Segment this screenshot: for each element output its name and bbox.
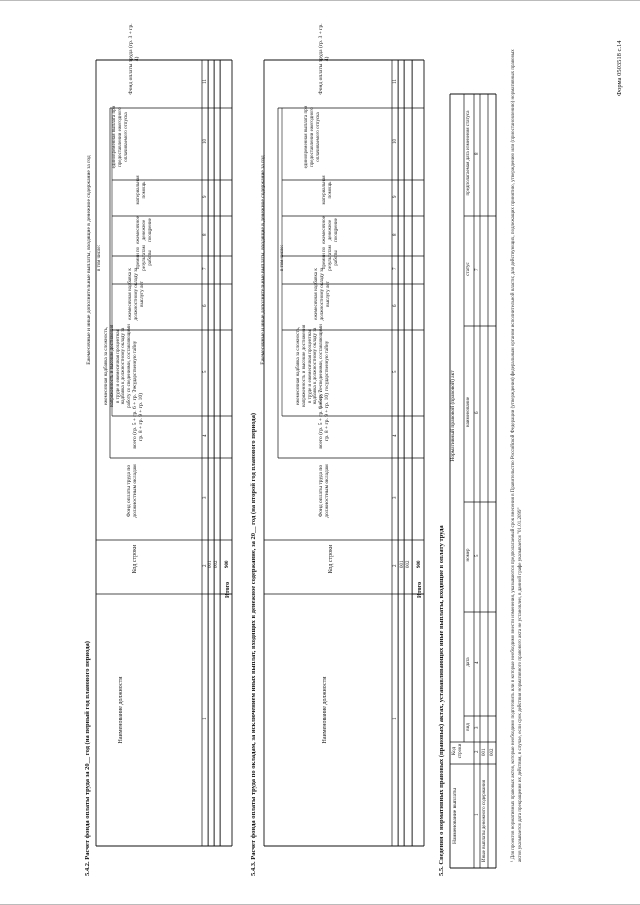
head-543-group: Ежемесячные и иные дополнительные выплаты, входящие в денежное содержание за год bbox=[260, 155, 266, 365]
column-number-542: 1 bbox=[203, 717, 208, 720]
head-542-c8: ежемесячное денежное поощрение bbox=[136, 216, 153, 244]
column-number-55: 6 bbox=[475, 411, 480, 414]
head-55-kind: вид bbox=[466, 723, 471, 731]
head-543-c8: ежемесячное денежное поощрение bbox=[322, 216, 339, 244]
head-55-code: Код строки bbox=[452, 743, 463, 759]
column-number-543: 5 bbox=[393, 370, 398, 373]
head-543-c5: ежемесячная надбавка за сложность, напряженность и высокие достижения в труде и ежемесячная процентная надбавка к должностному окладу за работу со сведениями, составляющими государственную тайну bbox=[296, 324, 330, 408]
head-55-status-date: предполагаемая дата изменения статуса bbox=[466, 110, 471, 196]
total-label-542: Итого bbox=[225, 581, 231, 598]
column-number-542: 9 bbox=[203, 195, 208, 198]
column-number-543: 8 bbox=[393, 233, 398, 236]
row-code-542-001: 001 bbox=[208, 560, 213, 568]
total-code-543: 900 bbox=[417, 560, 422, 568]
head-542-c9: материальная помощь bbox=[136, 175, 147, 205]
column-number-543: 2 bbox=[393, 564, 398, 567]
head-55-act: Нормативный правовой (правовой) акт bbox=[450, 370, 456, 462]
column-number-543: 1 bbox=[393, 717, 398, 720]
head-542-code: Код строки bbox=[132, 544, 138, 574]
head-543-fund-salary: Фонд оплаты труда по должностным окладам bbox=[318, 464, 331, 518]
head-543-total: всего (гр. 5 + гр. 6 + гр. 7 + гр. 8 + гр. 9 + гр. 10) bbox=[318, 385, 331, 449]
head-543-c9: материальная помощь bbox=[322, 175, 333, 205]
row-code-542-002: 002 bbox=[214, 560, 219, 568]
column-number-55: 4 bbox=[475, 661, 480, 664]
head-542-including: в том числе: bbox=[97, 244, 102, 272]
column-number-542: 11 bbox=[203, 79, 208, 84]
head-542-c6: ежемесячная надбавка к должностному окладу за выслугу лет bbox=[128, 267, 145, 321]
section-title-543: 5.4.3. Расчет фонда оплаты труда по окладам, за исключением иных выплат, входящих в денежное содержание, за 20__ год (на второй год планового периода) bbox=[250, 412, 257, 876]
column-number-542: 3 bbox=[203, 496, 208, 499]
column-number-543: 11 bbox=[393, 79, 398, 84]
column-number-543: 10 bbox=[393, 139, 398, 144]
head-542-name: Наименование должности bbox=[118, 676, 124, 744]
column-number-542: 5 bbox=[203, 370, 208, 373]
column-number-542: 8 bbox=[203, 233, 208, 236]
head-542-group: Ежемесячные и иные дополнительные выплаты, входящие в денежное содержание за год bbox=[86, 155, 92, 365]
column-number-55: 3 bbox=[475, 726, 480, 729]
head-55-payment-name: Наименование выплаты bbox=[452, 787, 458, 845]
row-code-543-002: 002 bbox=[406, 560, 411, 568]
head-543-c10: единовременная выплата при предоставлении ежегодного оплачиваемого отпуска bbox=[304, 105, 321, 169]
column-number-542: 4 bbox=[203, 434, 208, 437]
row-code-55-001: 001 bbox=[482, 748, 487, 756]
column-number-55: 1 bbox=[475, 813, 480, 816]
column-number-542: 7 bbox=[203, 267, 208, 270]
form-label: Форма 0503518 с.14 bbox=[616, 40, 623, 96]
column-number-543: 7 bbox=[393, 267, 398, 270]
column-number-55: 2 bbox=[475, 750, 480, 753]
head-542-total: всего (гр. 5 + гр. 6 + гр. 7 + гр. 8 + гр. 9 + гр. 10) bbox=[132, 385, 145, 449]
column-number-542: 2 bbox=[203, 564, 208, 567]
row-code-543-001: 001 bbox=[400, 560, 405, 568]
column-number-543: 3 bbox=[393, 496, 398, 499]
head-542-fund-total: Фонд оплаты труда (гр. 3 + гр. 4) bbox=[128, 23, 141, 95]
head-542-c5: ежемесячная надбавка за сложность, напряженность и высокие достижения в труде и ежемесячная процентная надбавка к должностному окладу за работу со сведениями, составляющими государственную тайну bbox=[104, 324, 138, 408]
head-55-date: дата bbox=[466, 657, 471, 667]
head-55-act-name: наименование bbox=[466, 396, 471, 428]
total-label-543: Итого bbox=[417, 581, 423, 598]
column-number-542: 10 bbox=[203, 139, 208, 144]
column-number-55: 5 bbox=[475, 554, 480, 557]
column-number-543: 9 bbox=[393, 195, 398, 198]
scan-edge-top bbox=[0, 0, 640, 1]
column-number-543: 6 bbox=[393, 304, 398, 307]
head-543-including: в том числе: bbox=[280, 244, 285, 272]
column-number-55: 8 bbox=[475, 152, 480, 155]
section-title-55: 5.5. Сведения о нормативных правовых (правовых) актах, устанавливающих иные выплаты, входящие в оплату труда bbox=[438, 525, 445, 876]
head-542-c10: единовременная выплата при предоставлении ежегодного оплачиваемого отпуска bbox=[112, 105, 129, 169]
head-543-c7: премии по результатам работы bbox=[322, 245, 339, 271]
row-code-55-002: 002 bbox=[490, 748, 495, 756]
row-name-55-001: Иные выплаты денежного содержания bbox=[482, 779, 487, 862]
column-number-55: 7 bbox=[475, 268, 480, 271]
head-543-name: Наименование должности bbox=[322, 676, 328, 744]
total-code-542: 900 bbox=[225, 560, 230, 568]
section-title-542: 5.4.2. Расчет фонда оплаты труда за 20__ год (на первый год планового периода) bbox=[84, 641, 91, 876]
head-543-code: Код строки bbox=[328, 544, 334, 574]
column-number-542: 6 bbox=[203, 304, 208, 307]
head-542-c7: премии по результатам работы bbox=[136, 245, 153, 271]
head-55-status: статус bbox=[466, 262, 471, 276]
head-543-c6: ежемесячная надбавка к должностному окладу за выслугу лет bbox=[314, 267, 331, 321]
column-number-543: 4 bbox=[393, 434, 398, 437]
head-55-number: номер bbox=[466, 548, 471, 562]
head-543-fund-total: Фонд оплаты труда (гр. 3 + гр. 4) bbox=[318, 23, 331, 95]
footnote: ¹ Для проектов нормативных правовых актов, которые необходимо подготовить или в которые необходимо внести изменения, указываются предполагаемый срок внесения в Правительство Российской Федерации (утверждения) федеральным органом исполнительной власти; для действующих, подлежащих принятию, утверждению или (приостановлению) нормативных правовых актов указывается дата прекращения их действия, в случае, если срок действия нормативного правового акта не установлен, в данной графе указывается "01.01.2099" bbox=[511, 49, 523, 862]
head-542-fund-salary: Фонд оплаты труда по должностным окладам bbox=[126, 464, 139, 518]
